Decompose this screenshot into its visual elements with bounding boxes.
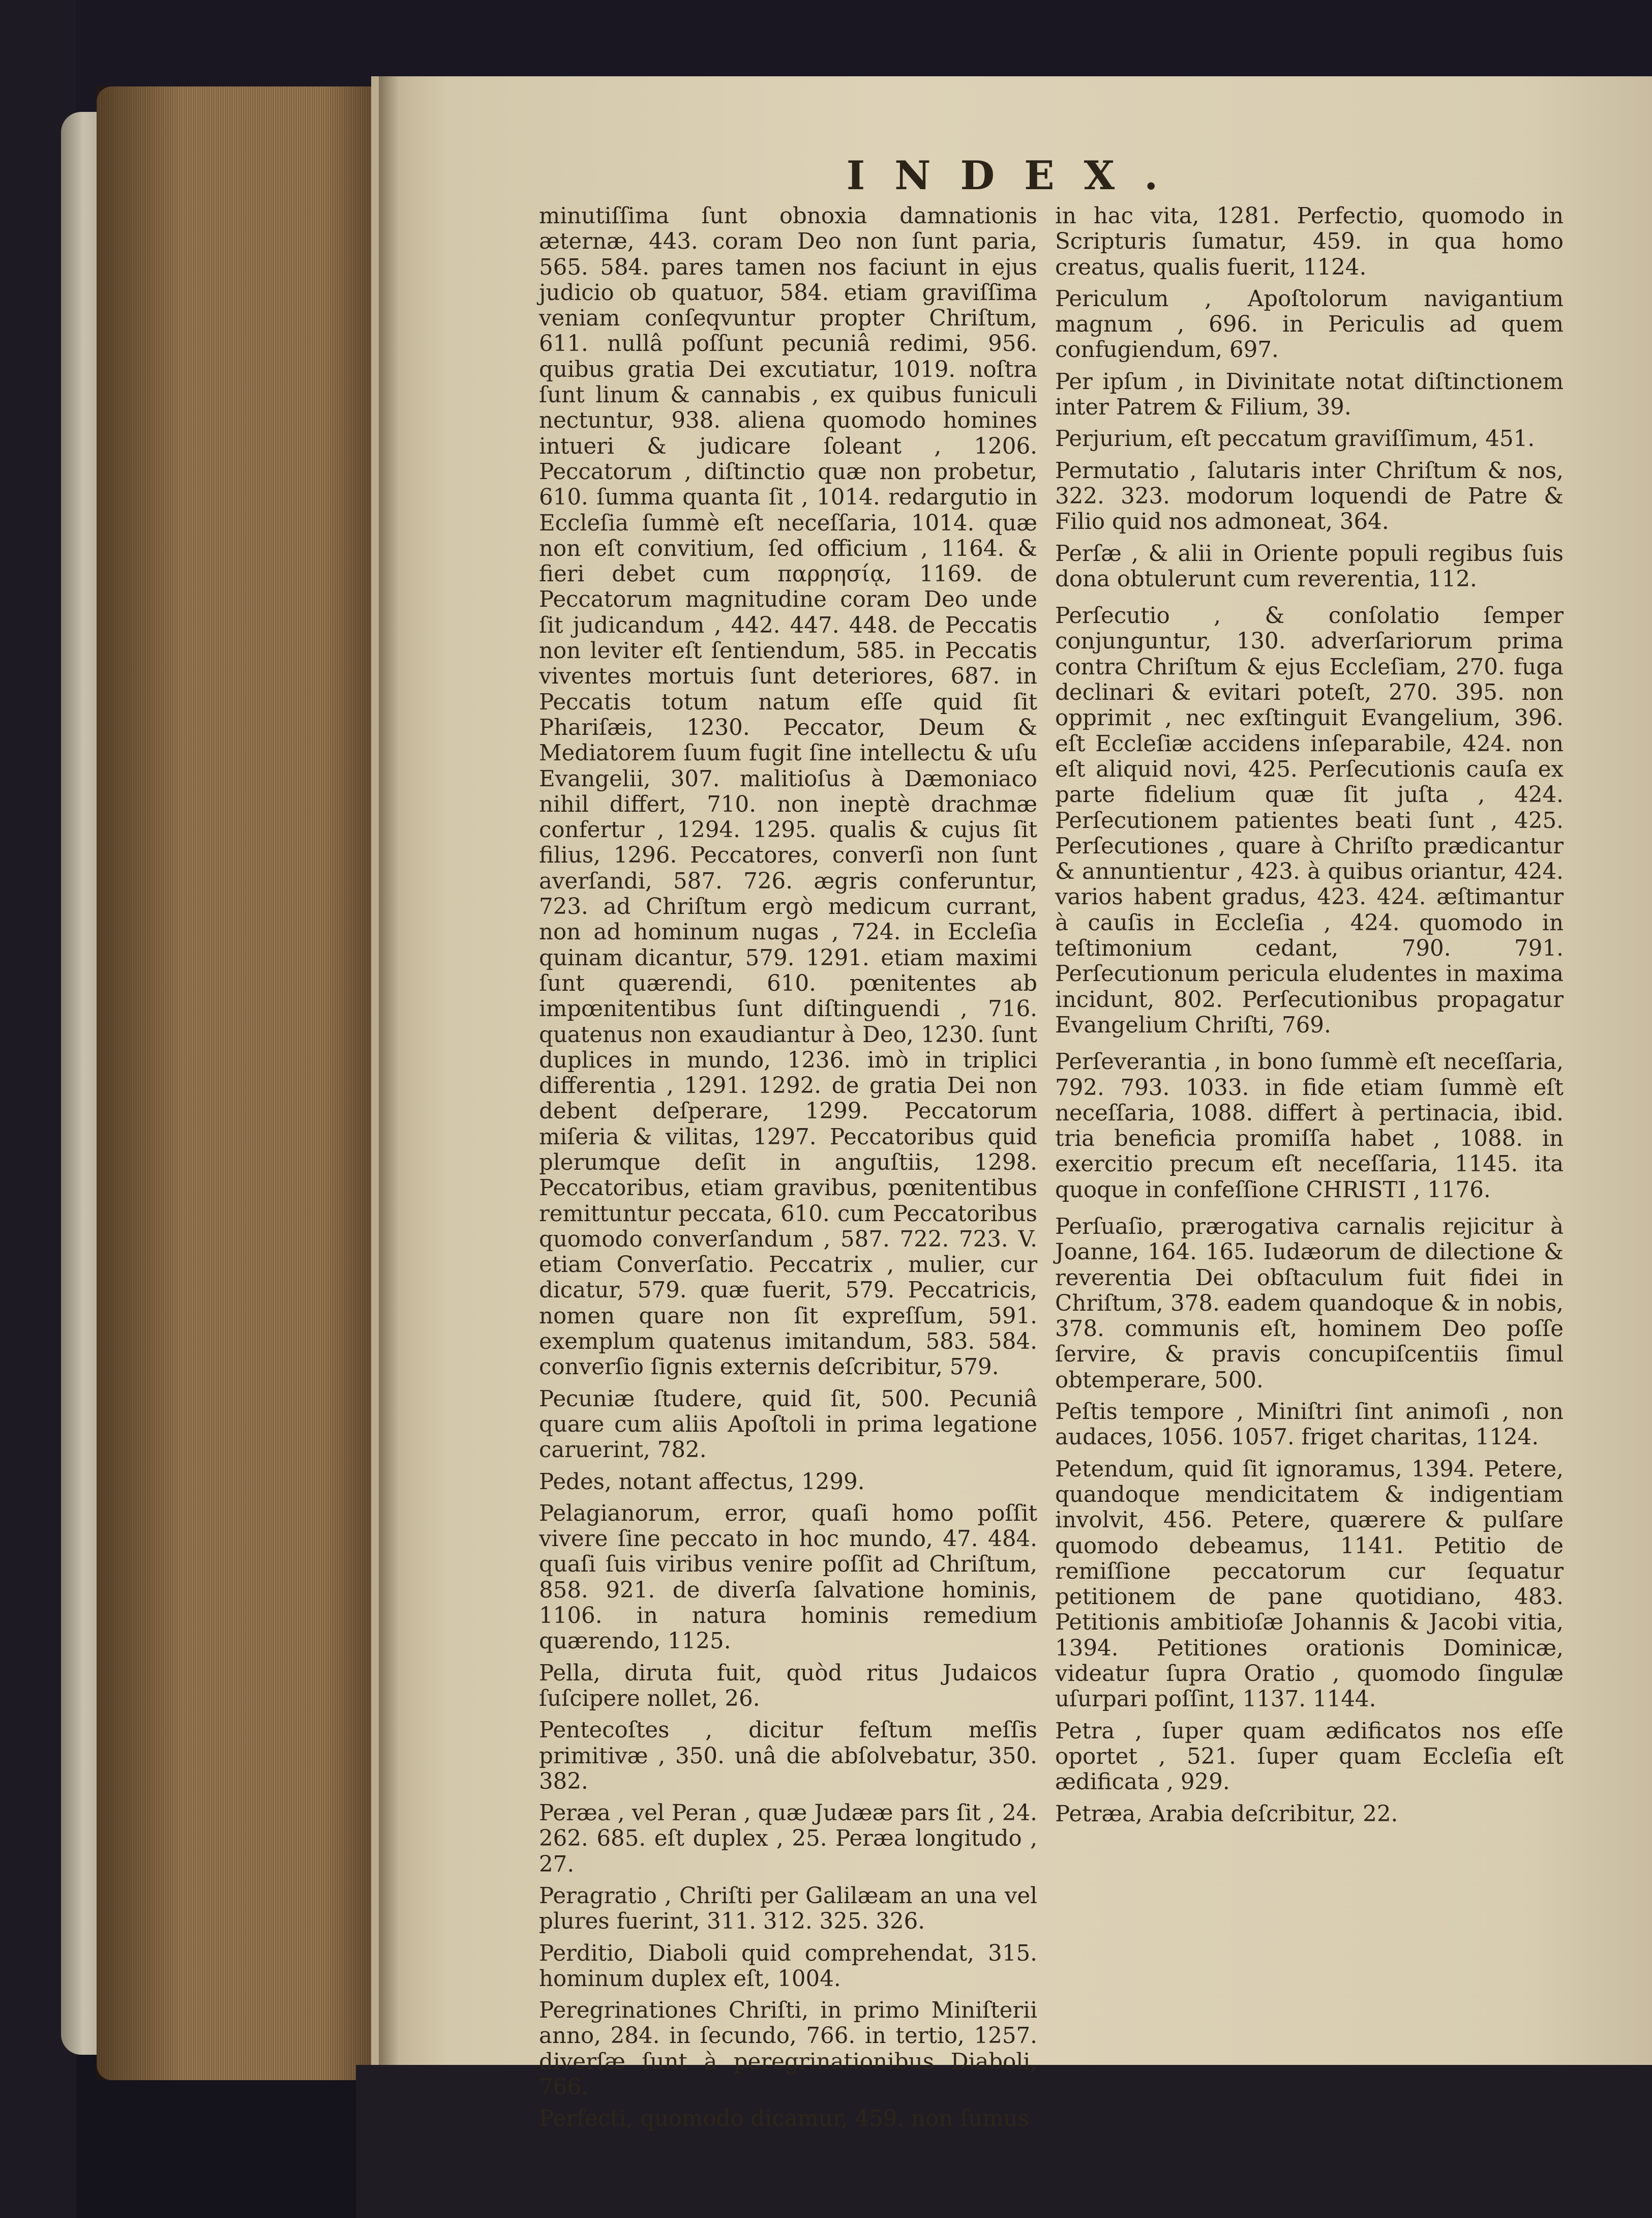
index-entry: Perfecti, quomodo dicamur, 459. non ſumus — [539, 2106, 1029, 2132]
index-entry: Periculum , Apoſtolorum navigantium magnum , 696. in Periculis ad quem confugiendum, 697. — [1055, 286, 1564, 363]
index-entry: Perſeverantia , in bono ſummè eſt neceſſaria, 792. 793. 1033. in fide etiam ſummè eſt neceſſaria, 1088. differt à pertinacia, ibid. tria beneficia promiſſa habet , 1088. in exercitio precum eſt neceſſaria, 1145. ita quoque in confeſſione CHRISTI , 1176. — [1055, 1049, 1564, 1203]
index-entry: Perditio, Diaboli quid comprehendat, 315. hominum duplex eſt, 1004. — [539, 1940, 1037, 1992]
page-gutter-shadow — [379, 76, 399, 2090]
index-entry: Perſuaſio, prærogativa carnalis rejicitur à Joanne, 164. 165. Iudæorum de dilectione & reverentia Dei obſtaculum fuit fidei in Chriſtum, 378. eadem quandoque & in nobis, 378. communis eſt, hominem Deo poſſe ſervire, & pravis concupiſcentiis ſimul obtemperare, 500. — [1055, 1214, 1564, 1393]
index-entry: Petendum, quid ſit ignoramus, 1394. Petere, quandoque mendicitatem & indigentiam involvit, 456. Petere, quærere & pulſare quomodo debeamus, 1141. Petitio de remiſſione peccatorum cur ſequatur petitionem de pane quotidiano, 483. Petitionis ambitioſæ Johannis & Jacobi vitia, 1394. Petitiones orationis Dominicæ, videatur ſupra Oratio , quomodo ſingulæ uſurpari poſſint, 1137. 1144. — [1055, 1456, 1564, 1712]
index-entry: Pelagianorum, error, quaſi homo poſſit vivere ſine peccato in hoc mundo, 47. 484. quaſi ſuis viribus venire poſſit ad Chriſtum, 858. 921. de diverſa ſalvatione hominis, 1106. in natura hominis remedium quærendo, 1125. — [539, 1500, 1037, 1654]
index-entry: Peregrinationes Chriſti, in primo Miniſterii anno, 284. in ſecundo, 766. in tertio, 1257. diverſæ ſunt à peregrinationibus Diaboli, 766. — [539, 1998, 1037, 2101]
index-entry: Pella, diruta fuit, quòd ritus Judaicos ſuſcipere nollet, 26. — [539, 1660, 1037, 1711]
index-entry: Pentecoſtes , dicitur feſtum meſſis primitivæ , 350. unâ die abſolvebatur, 350. 382. — [539, 1718, 1037, 1794]
index-entry: Perjurium, eſt peccatum graviſſimum, 451. — [1055, 426, 1535, 452]
index-entry: Per ipſum , in Divinitate notat diſtinctionem inter Patrem & Filium, 39. — [1055, 369, 1564, 421]
index-entry: Permutatio , ſalutaris inter Chriſtum & nos, 322. 323. modorum loquendi de Patre & Filio quid nos admoneat, 364. — [1055, 458, 1564, 535]
index-entry: in hac vita, 1281. Perfectio, quomodo in Scripturis ſumatur, 459. in qua homo creatus, qualis fuerit, 1124. — [1055, 203, 1564, 280]
index-column-left — [539, 203, 1037, 2138]
index-entry: Petra , ſuper quam ædificatos nos eſſe oportet , 521. ſuper quam Eccleſia eſt ædificata , 929. — [1055, 1718, 1564, 1795]
index-column-right — [1055, 203, 1564, 1833]
index-entry: Pecuniæ ſtudere, quid ſit, 500. Pecuniâ quare cum aliis Apoſtoli in prima legatione caruerint, 782. — [539, 1386, 1037, 1463]
index-entry: Pedes, notant affectus, 1299. — [539, 1469, 865, 1495]
index-entry: Peſtis tempore , Miniſtri ſint animoſi , non audaces, 1056. 1057. friget charitas, 1124. — [1055, 1399, 1564, 1451]
index-entry: Perſecutio , & conſolatio ſemper conjunguntur, 130. adverſariorum prima contra Chriſtum & ejus Eccleſiam, 270. fuga declinari & evitari poteſt, 270. 395. non opprimit , nec exſtinguit Evangelium, 396. eſt Eccleſiæ accidens inſeparabile, 424. non eſt aliquid novi, 425. Perſecutionis cauſa ex parte fidelium quæ ſit juſta , 424. Perſecutionem patientes beati ſunt , 425. Perſecutiones , quare à Chriſto prædicantur & annuntientur , 423. à quibus oriantur, 424. varios habent gradus, 423. 424. æſtimantur à cauſis in Eccleſia , 424. quomodo in teſtimonium cedant, 790. 791. Perſecutionum pericula eludentes in maxima incidunt, 802. Perſecutionibus propagatur Evangelium Chriſti, 769. — [1055, 603, 1564, 1038]
index-entry: Perſæ , & alii in Oriente populi regibus ſuis dona obtulerunt cum reverentia, 112. — [1055, 541, 1564, 592]
index-entry: Petræa, Arabia deſcribitur, 22. — [1055, 1801, 1398, 1827]
page-block-edge — [97, 86, 381, 2080]
index-entry: minutiſſima ſunt obnoxia damnationis æternæ, 443. coram Deo non ſunt paria, 565. 584. pares tamen nos faciunt in ejus judicio ob quatuor, 584. etiam graviſſima veniam conſeqvuntur propter Chriſtum, 611. nullâ poſſunt pecuniâ redimi, 956. quibus gratia Dei excutiatur, 1019. noſtra ſunt linum & cannabis , ex quibus funiculi nectuntur, 938. aliena quomodo homines intueri & judicare ſoleant , 1206. Peccatorum , diſtinctio quæ non probetur, 610. ſumma quanta ſit , 1014. redargutio in Eccleſia ſummè eſt neceſſaria, 1014. quæ non eſt convitium, ſed officium , 1164. & fieri debet cum παρρησίᾳ, 1169. de Peccatorum magnitudine coram Deo unde ſit judicandum , 442. 447. 448. de Peccatis non leviter eſt ſentiendum, 585. in Peccatis viventes mortuis ſunt deteriores, 687. in Peccatis totum natum eſſe quid ſit Phariſæis, 1230. Peccator, Deum & Mediatorem ſuum fugit ſine intellectu & uſu Evangelii, 307. malitioſus à Dæmoniaco nihil differt, 710. non ineptè drachmæ confertur , 1294. 1295. qualis & cujus ſit filius, 1296. Peccatores, converſi non ſunt averſandi, 587. 726. ægris conferuntur, 723. ad Chriſtum ergò medicum currant, non ad hominum nugas , 724. in Eccleſia quinam dicantur, 579. 1291. etiam maximi ſunt quærendi, 610. pœnitentes ab impœnitentibus ſunt diſtinguendi , 716. quatenus non exaudiantur à Deo, 1230. ſunt duplices in mundo, 1236. imò in triplici differentia , 1291. 1292. de gratia Dei non debent deſperare, 1299. Peccatorum miſeria & vilitas, 1297. Peccatoribus quid plerumque deſit in anguſtiis, 1298. Peccatoribus, etiam gravibus, pœnitentibus remittuntur peccata, 610. cum Peccatoribus quomodo converſandum , 587. 722. 723. V. etiam Converſatio. Peccatrix , mulier, cur dicatur, 579. quæ fuerit, 579. Peccatricis, nomen quare non ſit expreſſum, 591. exemplum quatenus imitandum, 583. 584. converſio ſignis externis deſcribitur, 579. — [539, 203, 1037, 1380]
page-header: INDEX. — [846, 153, 1188, 199]
index-entry: Peragratio , Chriſti per Galilæam an una vel plures fuerint, 311. 312. 325. 326. — [539, 1883, 1037, 1935]
index-entry: Peræa , vel Peran , quæ Judææ pars ſit , 24. 262. 685. eſt duplex , 25. Peræa longitudo , 27. — [539, 1800, 1037, 1877]
